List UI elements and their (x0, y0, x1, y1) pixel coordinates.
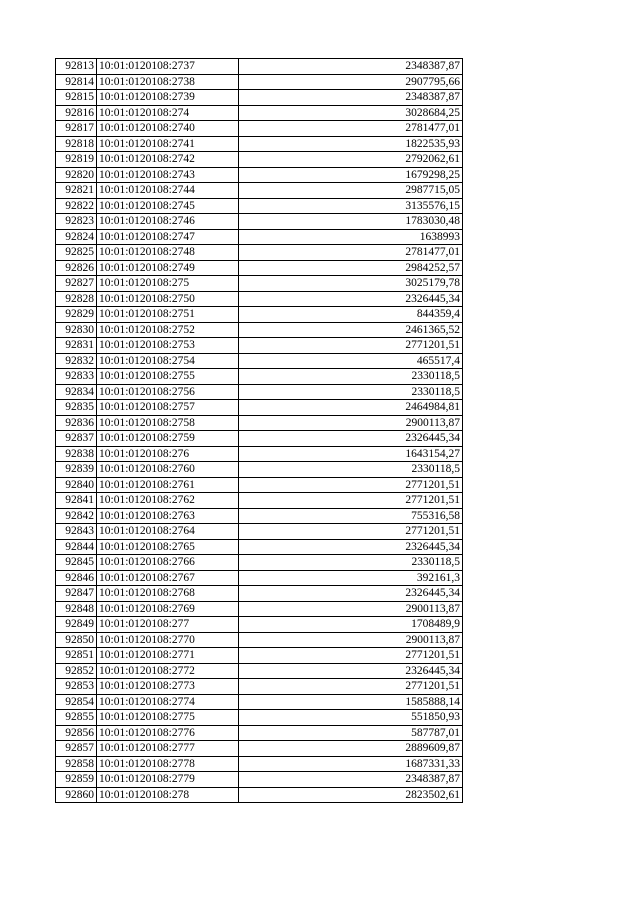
table-row (56, 601, 463, 617)
value-cell: 3135576,15 (239, 198, 463, 214)
value-cell: 1687331,33 (239, 756, 463, 772)
table-row (56, 663, 463, 679)
cadastral-number-cell: 10:01:0120108:2756 (97, 384, 239, 400)
cadastral-number-cell: 10:01:0120108:275 (97, 276, 239, 292)
value-cell: 2987715,05 (239, 183, 463, 199)
table-row (56, 462, 463, 478)
value-cell: 2771201,51 (239, 493, 463, 509)
table-row (56, 570, 463, 586)
value-cell: 2348387,87 (239, 772, 463, 788)
row-number-cell: 92833 (56, 369, 97, 385)
row-number-cell: 92818 (56, 136, 97, 152)
value-cell: 2907795,66 (239, 74, 463, 90)
table-row (56, 586, 463, 602)
row-number-cell: 92822 (56, 198, 97, 214)
row-number-cell: 92848 (56, 601, 97, 617)
table-row (56, 59, 463, 75)
value-cell: 2326445,34 (239, 663, 463, 679)
value-cell: 392161,3 (239, 570, 463, 586)
table-row (56, 415, 463, 431)
table-row (56, 291, 463, 307)
value-cell: 1708489,9 (239, 617, 463, 633)
cadastral-number-cell: 10:01:0120108:2759 (97, 431, 239, 447)
cadastral-number-cell: 10:01:0120108:276 (97, 446, 239, 462)
cadastral-number-cell: 10:01:0120108:2751 (97, 307, 239, 323)
row-number-cell: 92845 (56, 555, 97, 571)
value-cell: 1638993 (239, 229, 463, 245)
row-number-cell: 92829 (56, 307, 97, 323)
cadastral-number-cell: 10:01:0120108:2746 (97, 214, 239, 230)
table-row (56, 229, 463, 245)
row-number-cell: 92827 (56, 276, 97, 292)
row-number-cell: 92824 (56, 229, 97, 245)
table-row (56, 508, 463, 524)
cadastral-number-cell: 10:01:0120108:277 (97, 617, 239, 633)
value-cell: 587787,01 (239, 725, 463, 741)
row-number-cell: 92837 (56, 431, 97, 447)
table-row (56, 105, 463, 121)
table-row (56, 539, 463, 555)
value-cell: 2900113,87 (239, 601, 463, 617)
cadastral-number-cell: 10:01:0120108:2765 (97, 539, 239, 555)
value-cell: 2326445,34 (239, 291, 463, 307)
cadastral-number-cell: 10:01:0120108:2744 (97, 183, 239, 199)
cadastral-number-cell: 10:01:0120108:2755 (97, 369, 239, 385)
table-row (56, 152, 463, 168)
value-cell: 2330118,5 (239, 384, 463, 400)
table-row (56, 787, 463, 803)
value-cell: 1643154,27 (239, 446, 463, 462)
row-number-cell: 92815 (56, 90, 97, 106)
row-number-cell: 92832 (56, 353, 97, 369)
table-row (56, 198, 463, 214)
value-cell: 2984252,57 (239, 260, 463, 276)
row-number-cell: 92858 (56, 756, 97, 772)
table-row (56, 121, 463, 137)
value-cell: 2326445,34 (239, 431, 463, 447)
cadastral-number-cell: 10:01:0120108:2761 (97, 477, 239, 493)
cadastral-number-cell: 10:01:0120108:2768 (97, 586, 239, 602)
cadastral-number-cell: 10:01:0120108:2766 (97, 555, 239, 571)
value-cell: 2823502,61 (239, 787, 463, 803)
value-cell: 2771201,51 (239, 679, 463, 695)
row-number-cell: 92847 (56, 586, 97, 602)
value-cell: 2771201,51 (239, 477, 463, 493)
row-number-cell: 92823 (56, 214, 97, 230)
table-row (56, 245, 463, 261)
cadastral-number-cell: 10:01:0120108:2758 (97, 415, 239, 431)
cadastral-number-cell: 10:01:0120108:2747 (97, 229, 239, 245)
table-row (56, 617, 463, 633)
row-number-cell: 92820 (56, 167, 97, 183)
table-row (56, 276, 463, 292)
row-number-cell: 92825 (56, 245, 97, 261)
table-row (56, 679, 463, 695)
cadastral-number-cell: 10:01:0120108:2767 (97, 570, 239, 586)
table-row (56, 756, 463, 772)
row-number-cell: 92844 (56, 539, 97, 555)
value-cell: 2771201,51 (239, 524, 463, 540)
table-row (56, 772, 463, 788)
value-cell: 3025179,78 (239, 276, 463, 292)
value-cell: 2900113,87 (239, 415, 463, 431)
value-cell: 2330118,5 (239, 369, 463, 385)
value-cell: 2792062,61 (239, 152, 463, 168)
cadastral-number-cell: 10:01:0120108:2764 (97, 524, 239, 540)
cadastral-number-cell: 10:01:0120108:2745 (97, 198, 239, 214)
table-row (56, 260, 463, 276)
table-row (56, 307, 463, 323)
table-body (56, 59, 463, 803)
cadastral-number-cell: 10:01:0120108:2779 (97, 772, 239, 788)
row-number-cell: 92836 (56, 415, 97, 431)
cadastral-number-cell: 10:01:0120108:2752 (97, 322, 239, 338)
cadastral-number-cell: 10:01:0120108:2737 (97, 59, 239, 75)
value-cell: 2348387,87 (239, 90, 463, 106)
row-number-cell: 92850 (56, 632, 97, 648)
table-row (56, 167, 463, 183)
value-cell: 2781477,01 (239, 121, 463, 137)
row-number-cell: 92853 (56, 679, 97, 695)
table-row (56, 446, 463, 462)
value-cell: 2771201,51 (239, 338, 463, 354)
row-number-cell: 92856 (56, 725, 97, 741)
value-cell: 551850,93 (239, 710, 463, 726)
value-cell: 2771201,51 (239, 648, 463, 664)
row-number-cell: 92831 (56, 338, 97, 354)
table-row (56, 632, 463, 648)
value-cell: 2889609,87 (239, 741, 463, 757)
table-row (56, 338, 463, 354)
cadastral-number-cell: 10:01:0120108:2750 (97, 291, 239, 307)
value-cell: 1822535,93 (239, 136, 463, 152)
table-row (56, 477, 463, 493)
row-number-cell: 92814 (56, 74, 97, 90)
table-row (56, 725, 463, 741)
cadastral-number-cell: 10:01:0120108:2773 (97, 679, 239, 695)
cadastral-number-cell: 10:01:0120108:2754 (97, 353, 239, 369)
row-number-cell: 92821 (56, 183, 97, 199)
table-row (56, 555, 463, 571)
cadastral-number-cell: 10:01:0120108:2740 (97, 121, 239, 137)
table-row (56, 353, 463, 369)
cadastral-number-cell: 10:01:0120108:2778 (97, 756, 239, 772)
cadastral-number-cell: 10:01:0120108:2753 (97, 338, 239, 354)
value-cell: 2330118,5 (239, 555, 463, 571)
table-row (56, 322, 463, 338)
value-cell: 465517,4 (239, 353, 463, 369)
cadastral-number-cell: 10:01:0120108:2739 (97, 90, 239, 106)
cadastral-number-cell: 10:01:0120108:278 (97, 787, 239, 803)
row-number-cell: 92843 (56, 524, 97, 540)
row-number-cell: 92840 (56, 477, 97, 493)
value-cell: 2330118,5 (239, 462, 463, 478)
cadastral-number-cell: 10:01:0120108:2738 (97, 74, 239, 90)
value-cell: 2326445,34 (239, 586, 463, 602)
value-cell: 1679298,25 (239, 167, 463, 183)
row-number-cell: 92816 (56, 105, 97, 121)
table-row (56, 90, 463, 106)
row-number-cell: 92852 (56, 663, 97, 679)
data-table (55, 58, 463, 803)
cadastral-number-cell: 10:01:0120108:2770 (97, 632, 239, 648)
value-cell: 1585888,14 (239, 694, 463, 710)
row-number-cell: 92838 (56, 446, 97, 462)
table-row (56, 741, 463, 757)
cadastral-number-cell: 10:01:0120108:2776 (97, 725, 239, 741)
value-cell: 2326445,34 (239, 539, 463, 555)
cadastral-number-cell: 10:01:0120108:2743 (97, 167, 239, 183)
table-row (56, 694, 463, 710)
value-cell: 755316,58 (239, 508, 463, 524)
table-row (56, 384, 463, 400)
value-cell: 3028684,25 (239, 105, 463, 121)
cadastral-number-cell: 10:01:0120108:2742 (97, 152, 239, 168)
value-cell: 2464984,81 (239, 400, 463, 416)
cadastral-number-cell: 10:01:0120108:2748 (97, 245, 239, 261)
row-number-cell: 92834 (56, 384, 97, 400)
row-number-cell: 92828 (56, 291, 97, 307)
table-row (56, 136, 463, 152)
row-number-cell: 92835 (56, 400, 97, 416)
cadastral-number-cell: 10:01:0120108:2775 (97, 710, 239, 726)
table-row (56, 524, 463, 540)
cadastral-number-cell: 10:01:0120108:2757 (97, 400, 239, 416)
row-number-cell: 92846 (56, 570, 97, 586)
value-cell: 2348387,87 (239, 59, 463, 75)
row-number-cell: 92842 (56, 508, 97, 524)
table-row (56, 648, 463, 664)
value-cell: 1783030,48 (239, 214, 463, 230)
value-cell: 2900113,87 (239, 632, 463, 648)
row-number-cell: 92857 (56, 741, 97, 757)
table-row (56, 369, 463, 385)
cadastral-number-cell: 10:01:0120108:2741 (97, 136, 239, 152)
cadastral-number-cell: 10:01:0120108:274 (97, 105, 239, 121)
cadastral-number-cell: 10:01:0120108:2772 (97, 663, 239, 679)
table-row (56, 214, 463, 230)
value-cell: 2781477,01 (239, 245, 463, 261)
value-cell: 844359,4 (239, 307, 463, 323)
cadastral-number-cell: 10:01:0120108:2762 (97, 493, 239, 509)
row-number-cell: 92813 (56, 59, 97, 75)
cadastral-number-cell: 10:01:0120108:2771 (97, 648, 239, 664)
cadastral-number-cell: 10:01:0120108:2769 (97, 601, 239, 617)
cadastral-number-cell: 10:01:0120108:2760 (97, 462, 239, 478)
row-number-cell: 92826 (56, 260, 97, 276)
value-cell: 2461365,52 (239, 322, 463, 338)
row-number-cell: 92851 (56, 648, 97, 664)
table-row (56, 431, 463, 447)
row-number-cell: 92859 (56, 772, 97, 788)
row-number-cell: 92841 (56, 493, 97, 509)
cadastral-number-cell: 10:01:0120108:2777 (97, 741, 239, 757)
cadastral-number-cell: 10:01:0120108:2749 (97, 260, 239, 276)
row-number-cell: 92839 (56, 462, 97, 478)
row-number-cell: 92855 (56, 710, 97, 726)
row-number-cell: 92854 (56, 694, 97, 710)
row-number-cell: 92830 (56, 322, 97, 338)
table-row (56, 183, 463, 199)
table-row (56, 74, 463, 90)
row-number-cell: 92819 (56, 152, 97, 168)
row-number-cell: 92849 (56, 617, 97, 633)
cadastral-number-cell: 10:01:0120108:2763 (97, 508, 239, 524)
row-number-cell: 92860 (56, 787, 97, 803)
table-row (56, 710, 463, 726)
cadastral-number-cell: 10:01:0120108:2774 (97, 694, 239, 710)
row-number-cell: 92817 (56, 121, 97, 137)
table-row (56, 400, 463, 416)
table-row (56, 493, 463, 509)
